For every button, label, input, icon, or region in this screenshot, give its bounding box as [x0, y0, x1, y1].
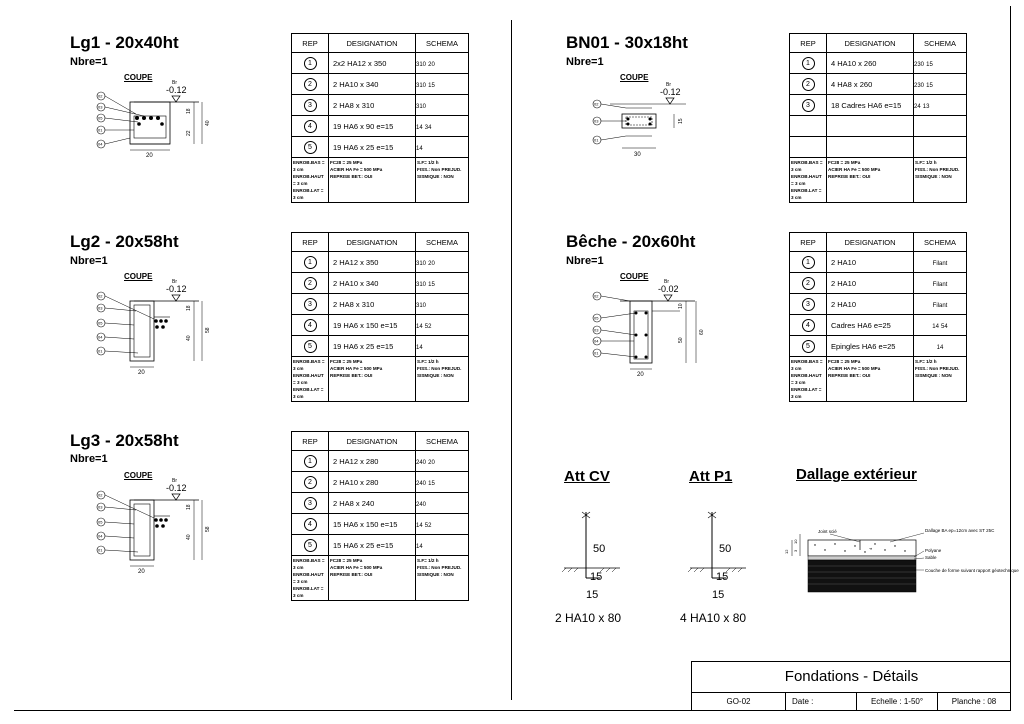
rebar-table-beche: REP DESIGNATION SCHEMA 1 2 HA10 Filant 2 2 HA10 Filant 3 2 HA10 Filant 4 Cadres HA6 e=25 14 54 5 Epingles HA6 e=25 14 ENROB.BAS = 3 cm ENROB.HAUT = 3 cm ENROB.LAT = 3 cm FC28 = 25 MPa ACIER HA Fe = 500 MPa REPRISE BET.: OUI S.F= 1/2 h FISS.: Non PREJUD. SISMIQUE : NON: [789, 232, 967, 402]
notes-row: ENROB.BAS = 3 cm ENROB.HAUT = 3 cm ENROB.LAT = 3 cm FC28 = 25 MPa ACIER HA Fe = 500 MPa REPRISE BET.: OUI S.F= 1/2 h FISS.: Non PREJUD. SISMIQUE : NON: [292, 357, 469, 402]
table-row: 3 2 HA8 x 310 310: [292, 95, 469, 116]
svg-text:03: 03: [594, 327, 599, 333]
svg-text:18: 18: [186, 305, 192, 311]
svg-text:-0.12: -0.12: [660, 87, 681, 97]
svg-text:01: 01: [98, 348, 103, 354]
svg-text:03: 03: [98, 104, 103, 110]
coupe-label-beche: COUPE: [620, 272, 649, 281]
section-bn01: [590, 80, 700, 162]
svg-text:04: 04: [594, 338, 599, 344]
notes-row: ENROB.BAS = 3 cm ENROB.HAUT = 3 cm ENROB.LAT = 3 cm FC28 = 25 MPa ACIER HA Fe = 500 MPa REPRISE BET.: OUI S.F= 1/2 h FISS.: Non PREJUD. SISMIQUE : NON: [790, 158, 967, 203]
table-row: 2 4 HA8 x 260 230 15: [790, 74, 967, 95]
svg-text:-0.02: -0.02: [658, 284, 679, 294]
beam-count-lg2: Nbre=1: [70, 255, 108, 267]
att-cv-title: Att CV: [564, 468, 610, 485]
svg-text:02: 02: [594, 101, 599, 107]
svg-text:58: 58: [205, 327, 211, 333]
table-row: 3 18 Cadres HA6 e=15 24 13: [790, 95, 967, 116]
svg-text:01: 01: [594, 137, 599, 143]
svg-text:40: 40: [205, 120, 211, 126]
svg-text:03: 03: [594, 118, 599, 124]
table-row: 1 2 HA12 x 350 310 20: [292, 252, 469, 273]
svg-text:-0.12: -0.12: [166, 483, 187, 493]
beam-count-lg3: Nbre=1: [70, 453, 108, 465]
svg-text:05: 05: [98, 519, 103, 525]
svg-text:Polyane: Polyane: [925, 548, 942, 553]
svg-text:Dallage BA ep=12cm avec ST 25C: Dallage BA ep=12cm avec ST 25C: [925, 528, 995, 533]
svg-text:10: 10: [793, 539, 798, 544]
svg-text:22: 22: [186, 130, 192, 136]
beam-title-lg2: Lg2 - 20x58ht: [70, 232, 179, 251]
table-row: [790, 137, 967, 158]
svg-text:30: 30: [634, 152, 641, 158]
svg-text:20: 20: [138, 569, 145, 575]
svg-text:15: 15: [678, 118, 684, 124]
svg-text:15: 15: [586, 589, 599, 601]
svg-text:10: 10: [678, 303, 684, 309]
beam-count-beche: Nbre=1: [566, 255, 604, 267]
att-cv-label: 2 HA10 x 80: [555, 611, 622, 625]
svg-text:02: 02: [98, 492, 103, 498]
section-lg1: [94, 78, 214, 160]
section-beche: [590, 277, 710, 377]
sheet-code: GO-02: [692, 693, 786, 711]
att-p1-label: 4 HA10 x 80: [680, 611, 747, 625]
svg-text:50: 50: [678, 337, 684, 343]
svg-text:03: 03: [98, 504, 103, 510]
table-row: 3 2 HA8 x 240 240: [292, 493, 469, 514]
table-row: 1 4 HA10 x 260 230 15: [790, 53, 967, 74]
beam-count-bn01: Nbre=1: [566, 56, 604, 68]
svg-text:3: 3: [793, 549, 798, 552]
svg-text:40: 40: [186, 534, 192, 540]
sheet-date: Date :: [786, 693, 857, 711]
svg-text:18: 18: [186, 504, 192, 510]
svg-text:20: 20: [637, 372, 644, 378]
svg-text:01: 01: [98, 127, 103, 133]
table-row: 4 15 HA6 x 150 e=15 14 52: [292, 514, 469, 535]
rebar-table-lg3: REP DESIGNATION SCHEMA 1 2 HA12 x 280 240 20 2 2 HA10 x 280 240 15 3 2 HA8 x 240 240 4 15 HA6 x 150 e=15 14 52 5 15 HA6 x 25 e=15 14 ENROB.BAS = 3 cm ENROB.HAUT = 3 cm ENROB.LAT = 3 cm FC28 = 25 MPa ACIER HA Fe = 500 MPa REPRISE BET.: OUI S.F= 1/2 h FISS.: Non PREJUD. SISMIQUE : NON: [291, 431, 469, 601]
svg-text:4: 4: [868, 547, 873, 550]
br-label: Br: [172, 80, 177, 86]
att-p1-title: Att P1: [689, 468, 733, 485]
dallage-diagram: [780, 520, 1019, 605]
svg-text:15: 15: [590, 571, 603, 583]
svg-text:04: 04: [98, 533, 103, 539]
table-row: 3 2 HA8 x 310 310: [292, 294, 469, 315]
table-row: 3 2 HA10 Filant: [790, 294, 967, 315]
table-row: 5 19 HA6 x 25 e=15 14: [292, 137, 469, 158]
svg-text:01: 01: [98, 547, 103, 553]
svg-text:Br: Br: [172, 478, 177, 484]
svg-text:20: 20: [138, 370, 145, 376]
coupe-label-lg2: COUPE: [124, 272, 153, 281]
sheet-scale: Echelle : 1-50°: [857, 693, 938, 711]
beam-title-bn01: BN01 - 30x18ht: [566, 33, 688, 52]
svg-text:03: 03: [98, 305, 103, 311]
beam-count-lg1: Nbre=1: [70, 56, 108, 68]
sheet-title: Fondations - Détails: [692, 662, 1011, 693]
svg-text:Joint scié: Joint scié: [818, 529, 837, 534]
notes-row: ENROB.BAS = 3 cm ENROB.HAUT = 3 cm ENROB.LAT = 3 cm FC28 = 25 MPa ACIER HA Fe = 500 MPa REPRISE BET.: OUI S.F= 1/2 h FISS.: Non PREJUD. SISMIQUE : NON: [790, 357, 967, 402]
rebar-table-bn01: REP DESIGNATION SCHEMA 1 4 HA10 x 260 230 15 2 4 HA8 x 260 230 15 3 18 Cadres HA6 e=15 24 13 ENROB.BAS = 3 cm ENROB.HAUT = 3 cm ENROB.LAT = 3 cm FC28 = 25 MPa ACIER HA Fe = 500 MPa REPRISE BET.: OUI S.F= 1/2 h FISS.: Non PREJUD. SISMIQUE : NON: [789, 33, 967, 203]
table-row: 4 Cadres HA6 e=25 14 54: [790, 315, 967, 336]
svg-text:01: 01: [594, 350, 599, 356]
title-block: [691, 661, 1011, 711]
rebar-table-lg2: REP DESIGNATION SCHEMA 1 2 HA12 x 350 310 20 2 2 HA10 x 340 310 15 3 2 HA8 x 310 310 4 19 HA6 x 150 e=15 14 52 5 19 HA6 x 25 e=15 14 ENROB.BAS = 3 cm ENROB.HAUT = 3 cm ENROB.LAT = 3 cm FC28 = 25 MPa ACIER HA Fe = 500 MPa REPRISE BET.: OUI S.F= 1/2 h FISS.: Non PREJUD. SISMIQUE : NON: [291, 232, 469, 402]
svg-text:12: 12: [784, 549, 789, 554]
table-row: 5 19 HA6 x 25 e=15 14: [292, 336, 469, 357]
svg-text:58: 58: [205, 526, 211, 532]
notes-row: ENROB.BAS = 3 cm ENROB.HAUT = 3 cm ENROB.LAT = 3 cm FC28 = 25 MPa ACIER HA Fe = 500 MPa REPRISE BET.: OUI S.F= 1/2 h FISS.: Non PREJUD. SISMIQUE : NON: [292, 158, 469, 203]
table-row: 4 19 HA6 x 90 e=15 14 34: [292, 116, 469, 137]
att-cv-diagram: [560, 510, 630, 605]
svg-text:40: 40: [186, 335, 192, 341]
svg-text:02: 02: [98, 93, 103, 99]
svg-text:20: 20: [146, 153, 153, 159]
notes-row: ENROB.BAS = 3 cm ENROB.HAUT = 3 cm ENROB.LAT = 3 cm FC28 = 25 MPa ACIER HA Fe = 500 MPa REPRISE BET.: OUI S.F= 1/2 h FISS.: Non PREJUD. SISMIQUE : NON: [292, 556, 469, 601]
table-row: 5 Epingles HA6 e=25 14: [790, 336, 967, 357]
beam-title-beche: Bêche - 20x60ht: [566, 232, 696, 251]
beam-title-lg3: Lg3 - 20x58ht: [70, 431, 179, 450]
table-row: 1 2x2 HA12 x 350 310 20: [292, 53, 469, 74]
svg-text:50: 50: [719, 543, 732, 555]
sheet-number: Planche : 08: [951, 697, 997, 706]
svg-text:05: 05: [98, 320, 103, 326]
svg-text:Br: Br: [666, 82, 671, 88]
vertical-separator: [511, 20, 512, 700]
svg-text:Br: Br: [664, 279, 669, 285]
svg-text:Sable: Sable: [925, 555, 937, 560]
table-row: 1 2 HA10 Filant: [790, 252, 967, 273]
table-row: 5 15 HA6 x 25 e=15 14: [292, 535, 469, 556]
svg-text:04: 04: [98, 141, 103, 147]
table-row: [790, 116, 967, 137]
level-label: -0.12: [166, 85, 187, 95]
coupe-label-bn01: COUPE: [620, 73, 649, 82]
beam-title-lg1: Lg1 - 20x40ht: [70, 33, 179, 52]
svg-text:60: 60: [699, 329, 705, 335]
svg-text:-0.12: -0.12: [166, 284, 187, 294]
dallage-title: Dallage extérieur: [796, 466, 917, 483]
svg-text:15: 15: [712, 589, 725, 601]
table-row: 2 2 HA10 x 280 240 15: [292, 472, 469, 493]
svg-text:05: 05: [594, 315, 599, 321]
svg-text:02: 02: [98, 293, 103, 299]
coupe-label-lg3: COUPE: [124, 471, 153, 480]
att-p1-diagram: [686, 510, 756, 605]
table-row: 2 2 HA10 Filant: [790, 273, 967, 294]
table-row: 2 2 HA10 x 340 310 15: [292, 74, 469, 95]
svg-text:02: 02: [594, 293, 599, 299]
section-lg2: [94, 277, 214, 377]
table-row: 1 2 HA12 x 280 240 20: [292, 451, 469, 472]
svg-text:Couche de forme suivant rappor: Couche de forme suivant rapport géotechnique: [925, 568, 1019, 573]
table-row: 4 19 HA6 x 150 e=15 14 52: [292, 315, 469, 336]
svg-text:15: 15: [716, 571, 729, 583]
svg-text:50: 50: [593, 543, 606, 555]
rebar-table-lg1: REP DESIGNATION SCHEMA 1 2x2 HA12 x 350 310 20 2 2 HA10 x 340 310 15 3 2 HA8 x 310 310 4 19 HA6 x 90 e=15 14 34 5 19 HA6 x 25 e=15 14 ENROB.BAS = 3 cm ENROB.HAUT = 3 cm ENROB.LAT = 3 cm FC28 = 25 MPa ACIER HA Fe = 500 MPa REPRISE BET.: OUI S.F= 1/2 h FISS.: Non PREJUD. SISMIQUE : NON: [291, 33, 469, 203]
section-lg3: [94, 476, 214, 576]
svg-text:04: 04: [98, 334, 103, 340]
svg-text:05: 05: [98, 115, 103, 121]
svg-text:Br: Br: [172, 279, 177, 285]
svg-text:18: 18: [186, 108, 192, 114]
table-row: 2 2 HA10 x 340 310 15: [292, 273, 469, 294]
coupe-label-lg1: COUPE: [124, 73, 153, 82]
